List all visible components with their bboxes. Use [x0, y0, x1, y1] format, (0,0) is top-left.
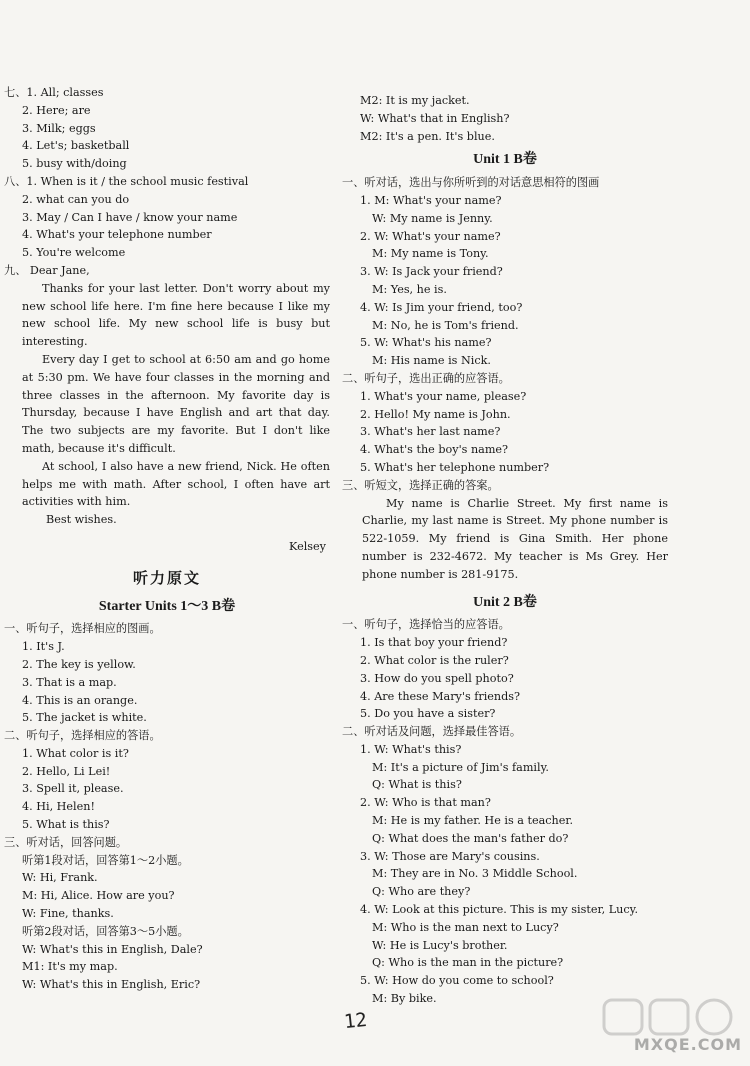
unit2-s2-line: M: By bike. — [372, 992, 437, 1006]
unit-2-title: Unit 2 B卷 — [473, 594, 537, 610]
s7-item: 5. busy with/doing — [22, 157, 127, 171]
unit2-s2-line: M: They are in No. 3 Middle School. — [372, 867, 578, 881]
unit1-s2-item: 2. Hello! My name is John. — [360, 407, 511, 421]
starter-s2-item: 4. Hi, Helen! — [22, 800, 95, 814]
listening-script-title: 听力原文 — [132, 568, 201, 587]
starter-s2-item: 5. What is this? — [22, 818, 110, 832]
unit1-reading-passage: My name is Charlie Street. My first name is Charlie, my last name is Street. My phone number is 522-1059. My friend is Gina Smith. Her phone number is 232-4672. My teacher is Ms Grey. Her phone number is 281-9175. — [362, 496, 668, 581]
section-9-head: 九、 Dear Jane, — [4, 263, 90, 277]
unit1-s2-item: 1. What's your name, please? — [360, 389, 527, 403]
unit1-section-1-head: 一、听对话，选出与你所听到的对话意思相符的图画 — [342, 176, 600, 190]
unit1-s2-item: 5. What's her telephone number? — [360, 460, 550, 474]
unit2-s2-line: 4. W: Look at this picture. This is my sister, Lucy. — [360, 903, 639, 917]
unit1-s2-item: 3. What's her last name? — [360, 425, 501, 439]
unit1-s1-line: 3. W: Is Jack your friend? — [360, 265, 503, 279]
letter-closing: Best wishes. — [46, 513, 117, 527]
page-number: 12 — [342, 1008, 368, 1034]
unit2-s2-line: 3. W: Those are Mary's cousins. — [360, 849, 540, 863]
left-column — [4, 84, 330, 994]
s7-item: 2. Here; are — [22, 103, 91, 117]
s8-item: 4. What's your telephone number — [22, 228, 212, 242]
right-column — [342, 92, 668, 1008]
s7-item: 3. Milk; eggs — [22, 121, 96, 135]
starter-s1-item: 3. That is a map. — [22, 675, 117, 689]
starter-section-2-head: 二、听句子，选择相应的答语。 — [4, 729, 161, 743]
starter-s1-item: 4. This is an orange. — [22, 693, 138, 707]
unit-1-title: Unit 1 B卷 — [473, 152, 537, 168]
unit1-s1-line: 4. W: Is Jim your friend, too? — [360, 300, 523, 314]
unit2-s2-line: W: He is Lucy's brother. — [372, 938, 508, 952]
unit1-s1-line: M: My name is Tony. — [372, 247, 489, 261]
unit2-s2-line: Q: Who is the man in the picture? — [372, 956, 564, 970]
starter-s3-item: W: Fine, thanks. — [22, 907, 114, 921]
section-7-head: 七、1. All; classes — [4, 86, 104, 99]
starter-section-1-head: 一、听句子，选择相应的图画。 — [4, 622, 161, 636]
letter-paragraph-3: At school, I also have a new friend, Nick. He often helps me with math. After school, I often have art activities with him. — [22, 459, 330, 509]
unit2-s1-item: 3. How do you spell photo? — [360, 671, 514, 685]
unit2-s1-item: 2. What color is the ruler? — [360, 653, 509, 667]
section-8-head: 八、1. When is it / the school music festival — [4, 174, 249, 188]
dialog-line: M2: It is my jacket. — [360, 94, 470, 107]
unit2-s2-line: M: Who is the man next to Lucy? — [372, 920, 559, 934]
starter-s1-item: 1. It's J. — [22, 640, 65, 654]
unit2-s2-line: Q: Who are they? — [372, 885, 471, 899]
unit1-s1-line: M: His name is Nick. — [372, 354, 491, 368]
letter-paragraph-2: Every day I get to school at 6:50 am and go home at 5:30 pm. We have four classes in the morning and three classes in the afternoon. My favorite day is Thursday, because I have English and art that day. The two subjects are my favorite. But I don't like math, because it's difficult. — [22, 352, 330, 455]
starter-s2-item: 2. Hello, Li Lei! — [22, 764, 111, 778]
unit2-s1-item: 1. Is that boy your friend? — [360, 636, 508, 650]
unit2-s2-line: Q: What does the man's father do? — [372, 831, 569, 845]
starter-s2-item: 1. What color is it? — [22, 746, 129, 760]
s7-item: 4. Let's; basketball — [22, 139, 130, 153]
unit2-s2-line: M: It's a picture of Jim's family. — [372, 760, 549, 774]
dialog-line: M2: It's a pen. It's blue. — [360, 129, 495, 143]
unit2-s2-line: 1. W: What's this? — [360, 742, 462, 756]
unit1-s1-line: 2. W: What's your name? — [360, 229, 501, 243]
starter-section-3-head: 三、听对话，回答问题。 — [4, 835, 128, 849]
letter-paragraph-1: Thanks for your last letter. Don't worry about my new school life here. I'm fine here because I like my new school life. My new school life is busy but interesting. — [22, 281, 330, 349]
unit2-s2-line: 5. W: How do you come to school? — [360, 974, 554, 988]
unit2-s2-line: 2. W: Who is that man? — [360, 796, 491, 810]
s8-item: 3. May / Can I have / know your name — [22, 210, 238, 224]
unit1-s1-line: M: Yes, he is. — [372, 282, 447, 296]
starter-s1-item: 2. The key is yellow. — [22, 657, 136, 671]
unit1-section-3-head: 三、听短文，选择正确的答案。 — [342, 478, 499, 492]
starter-s3-item: W: Hi, Frank. — [22, 871, 98, 885]
unit1-section-2-head: 二、听句子，选出正确的应答语。 — [342, 371, 510, 385]
s8-item: 5. You're welcome — [22, 246, 126, 260]
unit1-s1-line: 1. M: What's your name? — [360, 193, 502, 207]
unit2-section-2-head: 二、听对话及问题，选择最佳答语。 — [342, 725, 522, 739]
starter-s3-item: M: Hi, Alice. How are you? — [22, 889, 175, 903]
starter-s3-item: M1: It's my map. — [22, 960, 118, 974]
s8-item: 2. what can you do — [22, 192, 130, 206]
starter-s1-item: 5. The jacket is white. — [22, 711, 147, 725]
dialog-line: W: What's that in English? — [360, 111, 510, 125]
unit2-s1-item: 4. Are these Mary's friends? — [360, 689, 521, 703]
unit2-s1-item: 5. Do you have a sister? — [360, 707, 496, 721]
unit2-section-1-head: 一、听句子，选择恰当的应答语。 — [342, 618, 510, 632]
unit1-s1-line: 5. W: What's his name? — [360, 336, 492, 350]
starter-s3-item: W: What's this in English, Dale? — [22, 942, 203, 956]
unit1-s2-item: 4. What's the boy's name? — [360, 443, 509, 457]
unit1-s1-line: W: My name is Jenny. — [372, 211, 493, 225]
unit2-s2-line: M: He is my father. He is a teacher. — [372, 814, 574, 828]
watermark-text: MXQE.COM — [633, 1035, 742, 1054]
starter-s3-item: 听第1段对话，回答第1～2小题。 — [22, 853, 189, 867]
starter-units-title: Starter Units 1～3 B卷 — [98, 598, 236, 614]
letter-signature: Kelsey — [289, 539, 326, 553]
unit1-s1-line: M: No, he is Tom's friend. — [372, 318, 519, 332]
starter-s3-item: 听第2段对话，回答第3～5小题。 — [22, 924, 189, 938]
unit2-s2-line: Q: What is this? — [372, 778, 462, 792]
starter-s2-item: 3. Spell it, please. — [22, 782, 124, 796]
starter-s3-item: W: What's this in English, Eric? — [22, 978, 201, 992]
